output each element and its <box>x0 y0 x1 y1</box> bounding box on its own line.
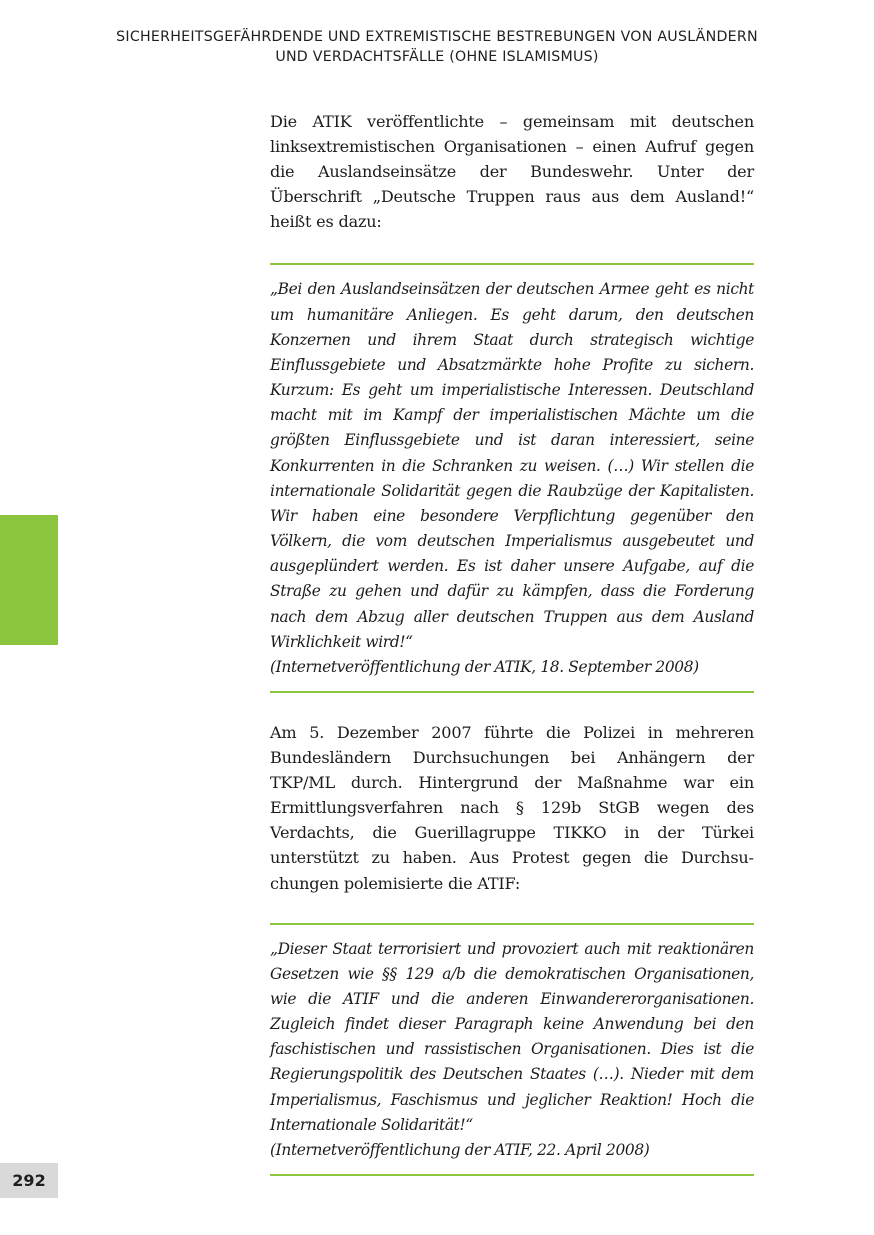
body-paragraph-1: Die ATIK veröffentlichte – gemeinsam mit deutschen linksextremistischen Organisationen – einen Aufruf gegen die Auslandseinsätze der Bundeswehr. Unter der Überschrift „Deutsche Truppen raus aus dem Ausland!“ heißt es dazu: <box>270 112 754 232</box>
running-head-line-2: UND VERDACHTSFÄLLE (OHNE ISLAMISMUS) <box>275 49 599 65</box>
body-paragraph-2: Am 5. Dezember 2007 führte die Polizei in mehreren Bundesländern Durchsuchungen bei Anhängern der TKP/ML durch. Hintergrund der Maßnahme war ein Ermittlungsverfahren nach § 129b StGB wegen des Verdachts, die Guerillagruppe TIKKO in der Türkei unterstützt zu haben. Aus Protest gegen die Durchsuchungen polemisierte die ATIF: <box>270 722 754 893</box>
running-head <box>100 27 774 67</box>
running-head-line-1: SICHERHEITSGEFÄHRDENDE UND EXTREMISTISCHE BESTREBUNGEN VON AUSLÄNDERN <box>116 29 758 45</box>
main-content <box>270 109 754 1176</box>
quote-2-text: „Dieser Staat terrorisiert und provoziert auch mit reaktionären Gesetzen wie §§ 129 a/b die demokratischen Organisationen, wie die ATIF und die anderen Einwandererorganisationen. Zugleich findet dieser Paragraph keine Anwendung bei den faschistischen und rassistischen Organisationen. Dies ist die Regierungspolitik des Deutschen Staates (…). Nieder mit dem Imperialismus, Faschismus und jeglicher Reaktion! Hoch die Internationale Solidarität!“ <box>270 939 754 1134</box>
quote-1-text: „Bei den Auslandseinsätzen der deutschen Armee geht es nicht um humanitäre Anliegen. Es geht darum, den deutschen Konzernen und ihrem Staat durch strategisch wichtige Einflussgebiete und Absatzmärkte hohe Profite zu sichern. Kurzum: Es geht um imperialistische Interessen. Deutschland macht mit im Kampf der imperialistischen Mächte um die größten Einflussgebiete und ist daran interessiert, seine Konkurrenten in die Schranken zu weisen. (…) Wir stellen die internationale Solidarität gegen die Raubzüge der Kapitalisten. Wir haben eine besondere Verpflichtung gegenüber den Völkern, die vom deutschen Imperialismus ausgebeutet und ausgeplündert werden. Es ist daher unsere Aufgabe, auf die Straße zu gehen und dafür zu kämpfen, dass die Forderung nach dem Abzug aller deutschen Truppen aus dem Ausland Wirklichkeit wird!“ <box>270 280 754 651</box>
quote-block-2 <box>270 923 754 1176</box>
quote-block-1 <box>270 263 754 693</box>
chapter-side-tab <box>0 515 58 645</box>
quote-1-source: (Internetveröffentlichung der ATIK, 18. September 2008) <box>270 657 699 676</box>
quote-2-source: (Internetveröffentlichung der ATIF, 22. April 2008) <box>270 1140 650 1159</box>
page-number: 292 <box>0 1163 58 1198</box>
